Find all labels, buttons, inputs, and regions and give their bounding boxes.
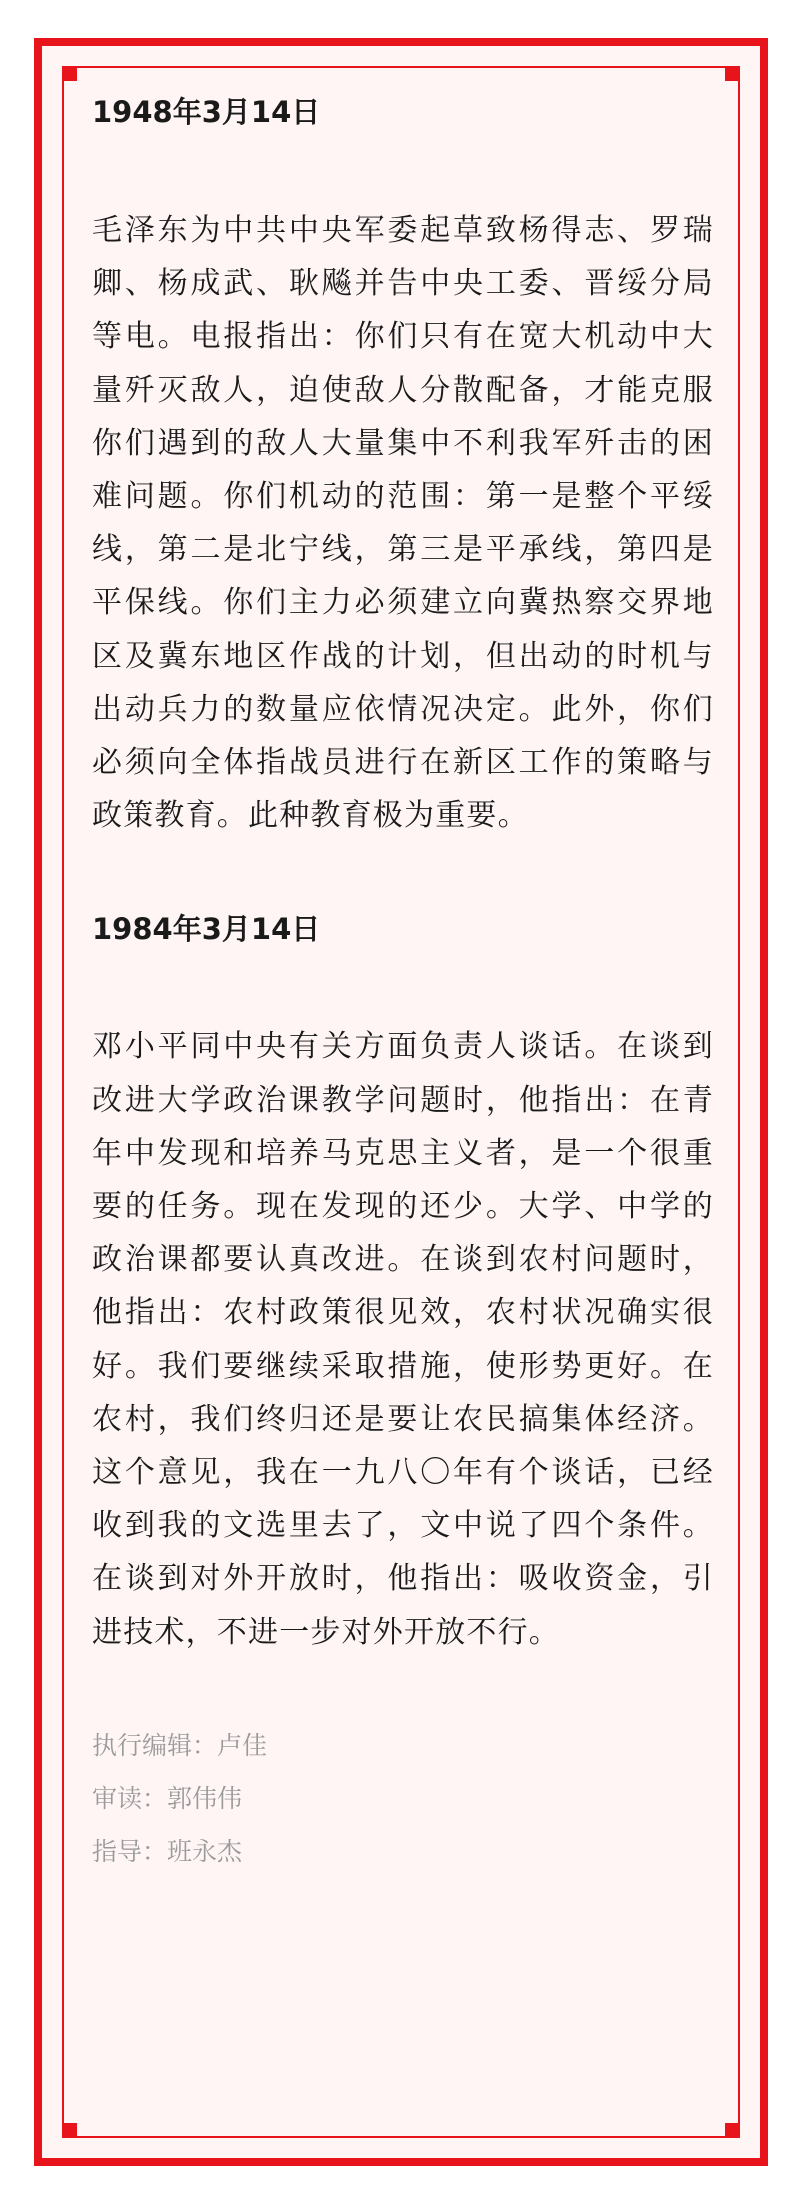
corner-square-top-left bbox=[63, 67, 77, 81]
credit-supervisor: 指导：班永杰 bbox=[92, 1836, 243, 1866]
entry-paragraph: 邓小平同中央有关方面负责人谈话。在谈到改进大学政治课教学问题时，他指出：在青年中发现和培养马克思主义者，是一个很重要的任务。现在发现的还少。大学、中学的政治课都要认真改进。在谈到农村问题时，他指出：农村政策很见效，农村状况确实很好。我们要继续采取措施，使形势更好。在农村，我们终归还是要让农民搞集体经济。这个意见，我在一九八〇年有个谈话，已经收到我的文选里去了，文中说了四个条件。在谈到对外开放时，他指出：吸收资金，引进技术，不进一步对外开放不行。 bbox=[92, 1029, 714, 1650]
corner-square-bottom-left bbox=[63, 2123, 77, 2137]
credits-block bbox=[92, 1719, 714, 1878]
article-body bbox=[92, 92, 714, 1878]
credit-reviewer: 审读：郭伟伟 bbox=[92, 1783, 243, 1813]
entry-paragraph: 毛泽东为中共中央军委起草致杨得志、罗瑞卿、杨成武、耿飚并告中央工委、晋绥分局等电。电报指出：你们只有在宽大机动中大量歼灭敌人，迫使敌人分散配备，才能克服你们遇到的敌人大量集中不利我军歼击的困难问题。你们机动的范围：第一是整个平绥线，第二是北宁线，第三是平承线，第四是平保线。你们主力必须建立向冀热察交界地区及冀东地区作战的计划，但出动的时机与出动兵力的数量应依情况决定。此外，你们必须向全体指战员进行在新区工作的策略与政策教育。此种教育极为重要。 bbox=[92, 213, 714, 834]
corner-square-bottom-right bbox=[725, 2123, 739, 2137]
corner-square-top-right bbox=[725, 67, 739, 81]
entry-date: 1984年3月14日 bbox=[92, 912, 321, 947]
entry-date: 1948年3月14日 bbox=[92, 95, 321, 129]
credit-editor: 执行编辑：卢佳 bbox=[92, 1730, 268, 1760]
